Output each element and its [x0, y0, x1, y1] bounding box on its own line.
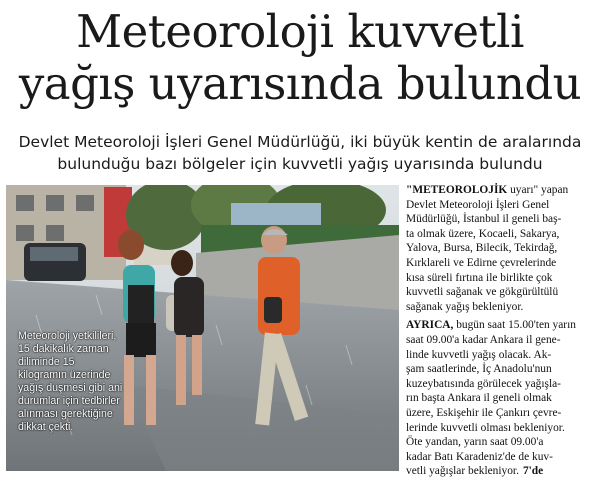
article-line — [406, 435, 596, 450]
caption-line: dikkat çekti. — [18, 421, 74, 433]
headline-line-2: yağış uyarısında bulundu — [18, 57, 582, 110]
article-line — [406, 227, 596, 242]
article-text: linde kuvvetli yağış olacak. Ak- — [406, 348, 552, 361]
article-line — [406, 241, 596, 256]
article-text: bugün saat 15.00'ten yarın — [453, 319, 576, 332]
photo-caption — [18, 330, 128, 434]
article-line — [406, 183, 596, 198]
article-text: kuzeybatısında görülecek yağışla- — [406, 377, 561, 390]
article-text: Kırklareli ve Edirne çevrelerinde — [406, 256, 557, 269]
deck — [0, 131, 600, 175]
article-line — [406, 271, 596, 286]
lead-in: AYRICA, — [406, 319, 454, 332]
article-text: sağanak yağış bekleniyor. — [406, 300, 524, 313]
headline — [0, 6, 600, 110]
article-text: Öte yandan, yarın saat 09.00'a — [406, 436, 544, 449]
caption-line: Meteoroloji yetkilileri, — [18, 330, 117, 342]
article-line — [406, 285, 596, 300]
article-text: vetli yağışlar bekleniyor. — [406, 465, 519, 478]
article-line — [406, 212, 596, 227]
article-body — [406, 183, 596, 479]
lead-in: 7'de — [522, 465, 544, 478]
article-text: saat 09.00'a kadar Ankara il gene- — [406, 333, 561, 346]
article-text: uyarı" yapan — [507, 184, 569, 196]
article-text: lerinde kuvvetli olması bekleniyor. — [406, 421, 565, 434]
headline-line-1: Meteoroloji kuvvetli — [76, 5, 524, 58]
article-line — [406, 318, 596, 333]
caption-line: 15 dakikalık zaman — [18, 343, 109, 355]
caption-line: diliminde 15 — [18, 356, 75, 368]
article-line — [406, 362, 596, 377]
article-line — [406, 198, 596, 213]
article-line — [406, 256, 596, 271]
article-text: kadar Batı Karadeniz'de de kuv- — [406, 450, 553, 463]
article-text: kısa süreli fırtına ile birlikte çok — [406, 271, 553, 284]
article-text: şam saatlerinde, İç Anadolu'nun — [406, 363, 552, 376]
article-line — [406, 348, 596, 363]
article-text: Yalova, Bursa, Bilecik, Tekirdağ, — [406, 242, 558, 255]
article-text: Devlet Meteoroloji İşleri Genel — [406, 198, 550, 211]
article-line — [406, 464, 596, 479]
caption-line: alınması gerektiğine — [18, 408, 113, 420]
article-line — [406, 450, 596, 465]
article-line — [406, 377, 596, 392]
deck-line-1: Devlet Meteoroloji İşleri Genel Müdürlüğü, iki büyük kentin de aralarında — [18, 133, 582, 151]
article-line — [406, 391, 596, 406]
article-text: kuvvetli sağanak ve gökgürültülü — [406, 286, 559, 299]
deck-line-2: bulunduğu bazı bölgeler için kuvvetli yağış uyarısında bulundu — [57, 155, 543, 173]
article-line — [406, 406, 596, 421]
article-line — [406, 421, 596, 436]
lead-in: "METEOROLOJİK — [406, 184, 508, 196]
caption-line: kilogramın üzerinde — [18, 369, 111, 381]
article-text: ta olmak üzere, Kocaeli, Sakarya, — [406, 227, 560, 240]
caption-line: yağış düşmesi gibi ani — [18, 382, 123, 394]
article-text: üzere, Eskişehir ile Çankırı çevre- — [406, 406, 562, 419]
article-line — [406, 333, 596, 348]
caption-line: durumlar için tedbirler — [18, 395, 120, 407]
article-text: Müdürlüğü, İstanbul il geneli baş- — [406, 213, 562, 226]
article-line — [406, 300, 596, 315]
article-text: rın başta Ankara il geneli olmak — [406, 392, 552, 405]
